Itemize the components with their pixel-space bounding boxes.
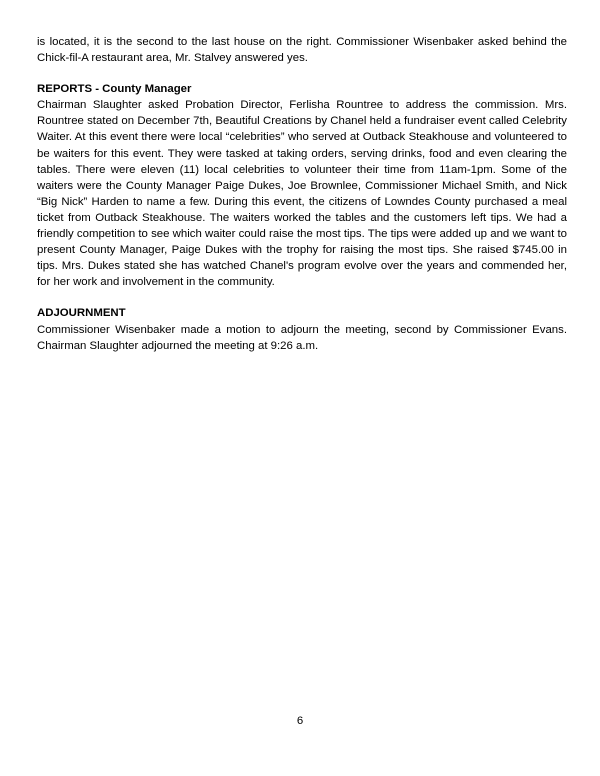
document-page [37,34,567,354]
reports-heading: REPORTS - County Manager [37,83,192,96]
adjournment-section [37,305,567,353]
adjournment-heading: ADJOURNMENT [37,307,126,320]
continuation-paragraph: is located, it is the second to the last house on the right. Commissioner Wisenbaker asked behind the Chick-fil-A restaurant area, Mr. Stalvey answered yes. [37,36,567,65]
adjournment-body: Commissioner Wisenbaker made a motion to adjourn the meeting, second by Commissioner Evans. Chairman Slaughter adjourned the meeting at 9:26 a.m. [37,323,567,352]
reports-section [37,81,567,290]
reports-body: Chairman Slaughter asked Probation Director, Ferlisha Rountree to address the commission. Mrs. Rountree stated on December 7th, Beautiful Creations by Chanel held a fundraiser event called Celebrity Waiter. At this event there were local “celebrities” who served at Outback Steakhouse and volunteered to be waiters for this event. They were tasked at taking orders, serving drinks, food and even clearing the tables. There were eleven (11) local celebrities to volunteer their time from 11am-1pm. Some of the waiters were the County Manager Paige Dukes, Joe Brownlee, Commissioner Michael Smith, and Nick “Big Nick” Harden to name a few. During this event, the citizens of Lowndes County purchased a meal ticket from Outback Steakhouse. The waiters worked the tables and the customers left tips. We had a friendly competition to see which waiter could raise the most tips. The tips were added up and we want to present County Manager, Paige Dukes with the trophy for raising the most tips. She raised $745.00 in tips. Mrs. Dukes stated she has watched Chanel's program evolve over the years and commended her, for her work and involvement in the community. [37,99,567,289]
page-number: 6 [296,715,304,727]
